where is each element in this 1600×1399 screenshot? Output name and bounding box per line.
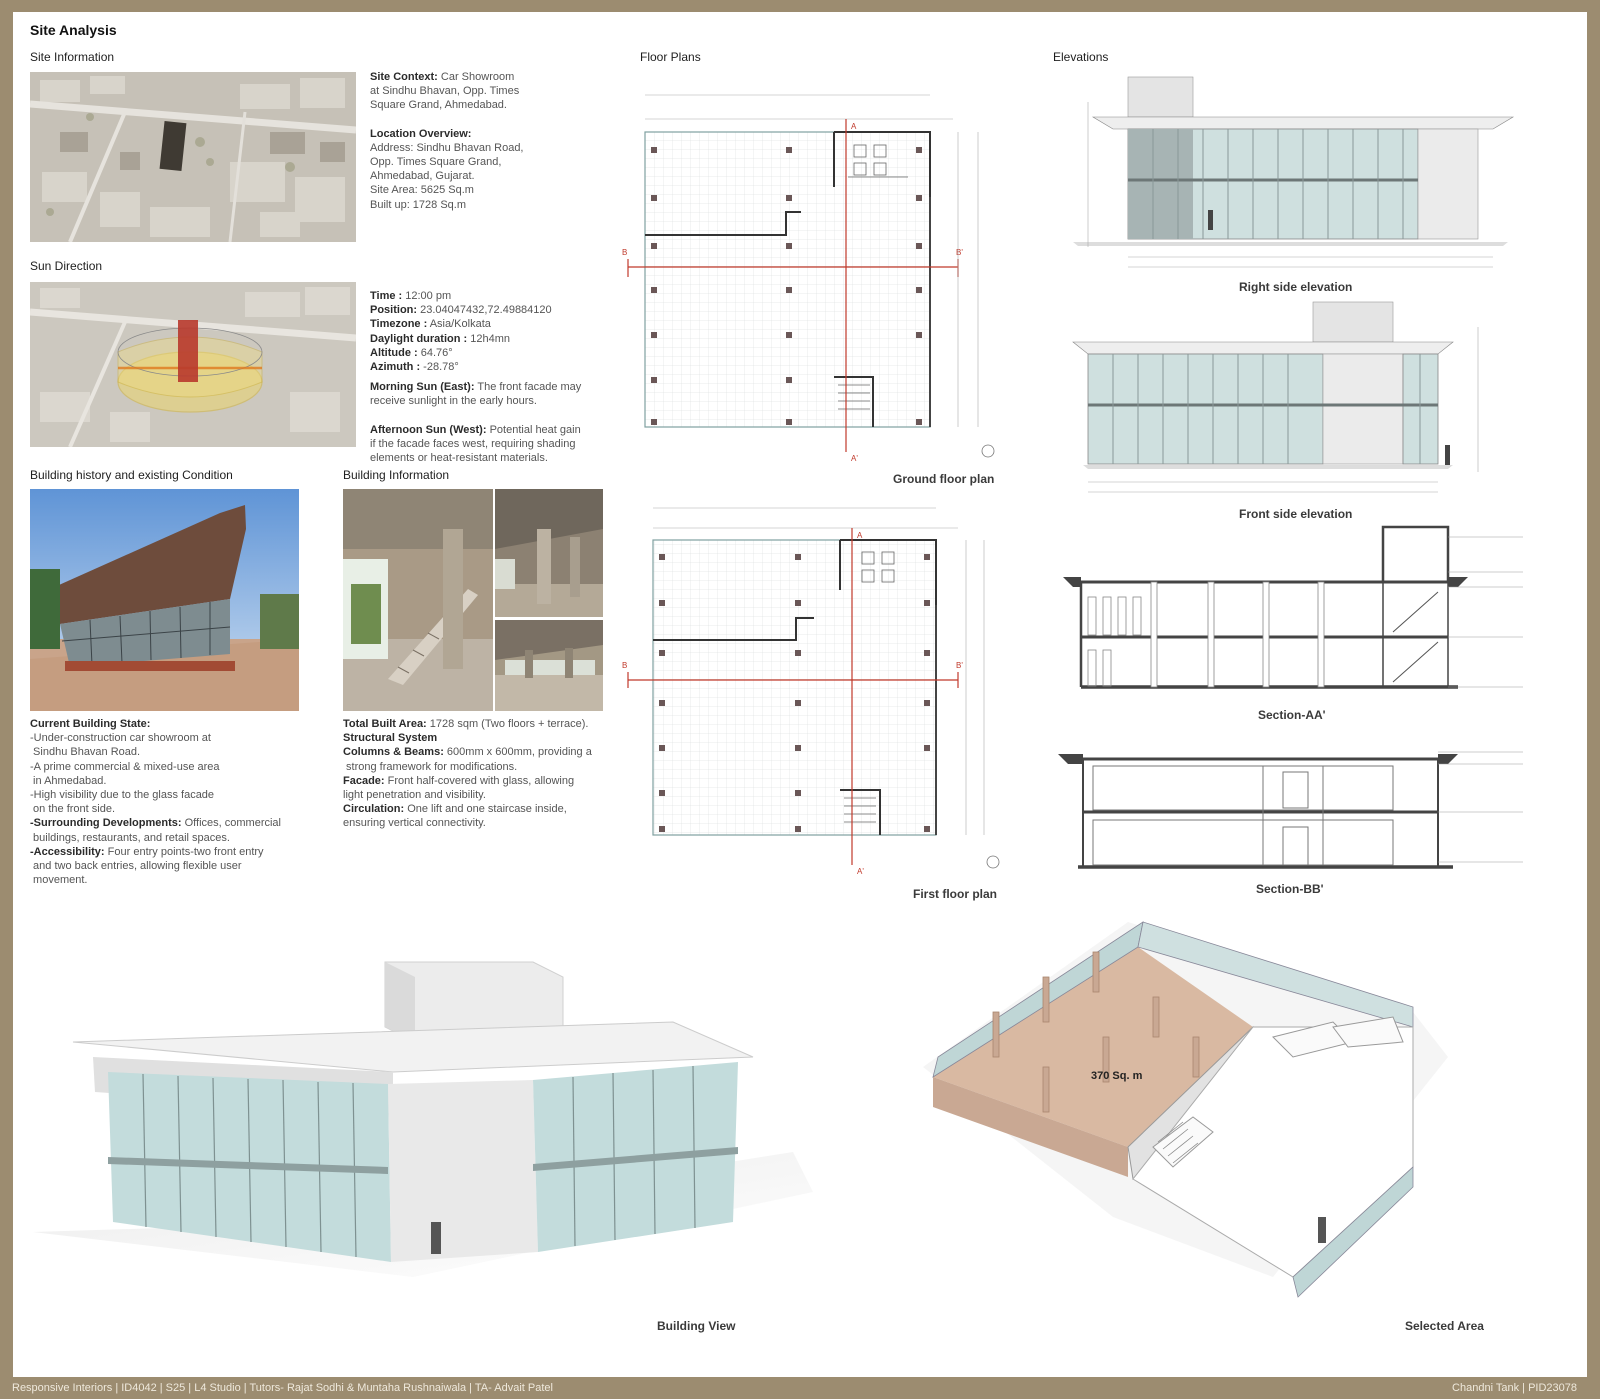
altitude-value: 64.76° (420, 346, 453, 359)
morning-sun-text: The front facade may (477, 381, 582, 394)
sun-direction-heading: Sun Direction (30, 259, 103, 273)
afternoon-sun-text: if the facade faces west, requiring shading (370, 437, 576, 450)
section-mark-a2: A' (851, 454, 858, 463)
sun-info-block (370, 289, 615, 465)
time-label: Time : (370, 290, 403, 302)
section-bb-drawing (1053, 732, 1533, 882)
position-value: 23.04047432,72.49884120 (420, 304, 552, 317)
elevations-heading: Elevations (1053, 50, 1109, 64)
circulation-text: One lift and one staircase inside, (407, 803, 567, 816)
daylight-label: Daylight duration : (370, 332, 468, 345)
section-mark-b: B (622, 661, 628, 670)
structural-system-label: Structural System (343, 732, 438, 745)
morning-sun-label: Morning Sun (East): (370, 381, 475, 394)
site-context-text: Square Grand, Ahmedabad. (370, 99, 507, 112)
building-info-heading: Building Information (343, 468, 450, 482)
afternoon-sun-text: Potential heat gain (489, 423, 581, 436)
interior-columns-photo (495, 489, 603, 617)
surroundings-label: -Surrounding Developments: (30, 817, 182, 830)
columns-label: Columns & Beams: (343, 746, 444, 759)
built-up-text: Built up: 1728 Sq.m (370, 198, 467, 211)
section-mark-a: A (851, 122, 857, 131)
azimuth-value: -28.78° (423, 361, 459, 374)
site-aerial-map (30, 72, 356, 242)
interior-staircase-photo (343, 489, 493, 711)
site-area-text: Site Area: 5625 Sq.m (370, 184, 474, 197)
afternoon-sun-text: elements or heat-resistant materials. (370, 452, 548, 465)
section-aa-caption: Section-AA' (1258, 708, 1326, 722)
building-state-text: in Ahmedabad. (30, 774, 107, 787)
footer-bar (0, 1377, 1600, 1399)
location-overview-label: Location Overview: (370, 127, 472, 140)
building-state-text: -High visibility due to the glass facade (30, 789, 215, 802)
azimuth-label: Azimuth : (370, 361, 421, 374)
site-context-text: at Sindhu Bhavan, Opp. Times (370, 85, 520, 98)
columns-text: 600mm x 600mm, providing a (446, 746, 592, 759)
building-view-caption: Building View (657, 1319, 736, 1333)
front-elevation-drawing (1053, 297, 1533, 507)
location-overview-text: Opp. Times Square Grand, (370, 156, 502, 169)
history-heading: Building history and existing Condition (30, 468, 233, 482)
section-mark-b: B (622, 248, 628, 257)
building-state-label: Current Building State: (30, 718, 151, 730)
facade-text: light penetration and visibility. (343, 789, 486, 802)
right-elevation-drawing (1053, 72, 1533, 282)
circulation-text: ensuring vertical connectivity. (343, 817, 486, 830)
surroundings-text: buildings, restaurants, and retail spaces. (30, 831, 230, 844)
morning-sun-text: receive sunlight in the early hours. (370, 395, 537, 408)
section-mark-b2: B' (956, 248, 963, 257)
sun-path-diagram (30, 282, 356, 447)
site-context-text: Car Showroom (440, 71, 515, 83)
accessibility-text: Four entry points-two front entry (107, 845, 264, 858)
interior-floor-photo (495, 620, 603, 711)
floor-plans-heading: Floor Plans (640, 50, 701, 64)
time-value: 12:00 pm (405, 290, 452, 302)
facade-label: Facade: (343, 774, 385, 787)
built-area-label: Total Built Area: (343, 718, 427, 730)
built-area-value: 1728 sqm (Two floors + terrace). (429, 718, 589, 730)
existing-building-photo (30, 489, 299, 711)
accessibility-label: -Accessibility: (30, 845, 105, 858)
right-elevation-caption: Right side elevation (1239, 280, 1353, 294)
location-overview-text: Ahmedabad, Gujarat. (370, 170, 475, 183)
front-elevation-caption: Front side elevation (1239, 507, 1353, 521)
site-context-block (370, 70, 600, 212)
footer-credits: Responsive Interiors | ID4042 | S25 | L4 Studio | Tutors- Rajat Sodhi & Muntaha Rushnaiwala | TA- Advait Patel (12, 1382, 553, 1394)
accessibility-text: and two back entries, allowing flexible user (30, 860, 242, 873)
presentation-board (13, 12, 1587, 1377)
selected-area-render (893, 917, 1533, 1317)
footer-author: Chandni Tank | PID23078 (1452, 1382, 1577, 1394)
building-state-text: -Under-construction car showroom at (30, 732, 211, 745)
site-context-label: Site Context: (370, 71, 438, 83)
ground-floor-caption: Ground floor plan (893, 472, 995, 486)
first-floor-plan-drawing (618, 490, 1008, 882)
timezone-value: Asia/Kolkata (429, 318, 491, 331)
site-info-heading: Site Information (30, 50, 115, 64)
section-mark-b2: B' (956, 661, 963, 670)
building-state-text: -A prime commercial & mixed-use area (30, 760, 220, 773)
building-info-block (343, 717, 613, 831)
afternoon-sun-label: Afternoon Sun (West): (370, 423, 487, 436)
columns-text: strong framework for modifications. (343, 760, 518, 773)
building-state-text: on the front side. (30, 803, 115, 816)
building-state-text: Sindhu Bhavan Road. (30, 746, 141, 759)
position-label: Position: (370, 304, 418, 317)
surroundings-text: Offices, commercial (184, 817, 281, 830)
timezone-label: Timezone : (370, 318, 428, 331)
section-aa-drawing (1053, 522, 1533, 707)
building-view-render (33, 932, 813, 1312)
selected-area-caption: Selected Area (1405, 1319, 1484, 1333)
ground-floor-plan-drawing (618, 77, 1008, 467)
section-bb-caption: Section-BB' (1256, 882, 1324, 896)
first-floor-caption: First floor plan (913, 887, 997, 901)
accessibility-text: movement. (30, 874, 88, 887)
page-title: Site Analysis (30, 22, 117, 38)
selected-area-label: 370 Sq. m (1091, 1070, 1143, 1082)
facade-text: Front half-covered with glass, allowing (387, 774, 575, 787)
section-mark-a: A (857, 531, 863, 540)
location-overview-text: Address: Sindhu Bhavan Road, (370, 141, 524, 154)
altitude-label: Altitude : (370, 346, 418, 359)
building-state-block (30, 717, 310, 887)
section-mark-a2: A' (857, 867, 864, 876)
circulation-label: Circulation: (343, 803, 405, 816)
daylight-value: 12h4mn (470, 332, 510, 345)
